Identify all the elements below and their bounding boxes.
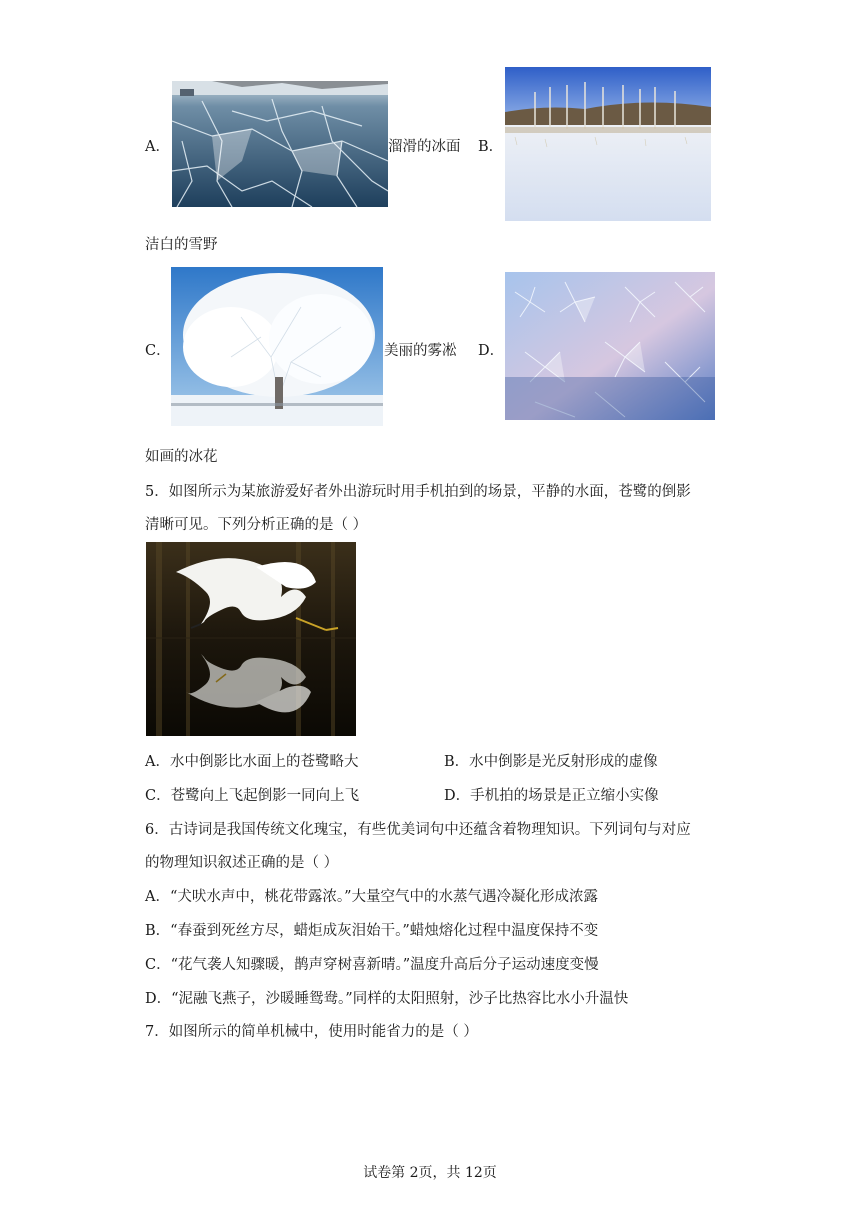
- option-d-caption: 如画的冰花: [145, 449, 218, 465]
- q6-option-c: C．“花气袭人知骤暖，鹊声穿树喜新晴。”温度升高后分子运动速度变慢: [145, 957, 599, 973]
- option-c-letter: C．: [145, 343, 171, 359]
- q6-option-b: B．“春蚕到死丝方尽，蜡炬成灰泪始干。”蜡烛熔化过程中温度保持不变: [145, 923, 599, 939]
- option-a-letter: A．: [145, 139, 170, 155]
- q5-option-d: D．手机拍的场景是正立缩小实像: [444, 788, 659, 804]
- page-footer: 试卷第 2页，共 12页: [363, 1165, 497, 1181]
- q5-stem-line2: 清晰可见。下列分析正确的是（ ）: [145, 517, 368, 533]
- q5-option-c: C．苍鹭向上飞起倒影一同向上飞: [145, 788, 360, 804]
- q6-stem-line2: 的物理知识叙述正确的是（ ）: [145, 855, 339, 871]
- snow-field-image: [505, 67, 711, 221]
- option-a-caption: 溜滑的冰面: [388, 139, 461, 155]
- option-b-caption: 洁白的雪野: [145, 237, 218, 253]
- q7-stem: 7．如图所示的简单机械中，使用时能省力的是（ ）: [145, 1024, 478, 1040]
- option-d-letter: D．: [478, 343, 505, 359]
- q6-option-d: D．“泥融飞燕子，沙暖睡鸳鸯。”同样的太阳照射，沙子比热容比水小升温快: [145, 991, 629, 1007]
- ice-flower-image: [505, 272, 715, 420]
- option-c-caption: 美丽的雾凇: [384, 343, 457, 359]
- q6-option-a: A．“犬吠水声中，桃花带露浓。”大量空气中的水蒸气遇冷凝化形成浓露: [145, 889, 599, 905]
- q6-stem-line1: 6．古诗词是我国传统文化瑰宝，有些优美词句中还蕴含着物理知识。下列词句与对应: [145, 822, 691, 838]
- ice-surface-image: [172, 81, 388, 207]
- q5-stem-line1: 5．如图所示为某旅游爱好者外出游玩时用手机拍到的场景，平静的水面，苍鹭的倒影: [145, 484, 691, 500]
- option-b-letter: B．: [478, 139, 504, 155]
- q5-option-a: A．水中倒影比水面上的苍鹭略大: [145, 754, 359, 770]
- q5-option-b: B．水中倒影是光反射形成的虚像: [444, 754, 658, 770]
- egret-reflection-image: [146, 542, 356, 736]
- rime-tree-image: [171, 267, 383, 426]
